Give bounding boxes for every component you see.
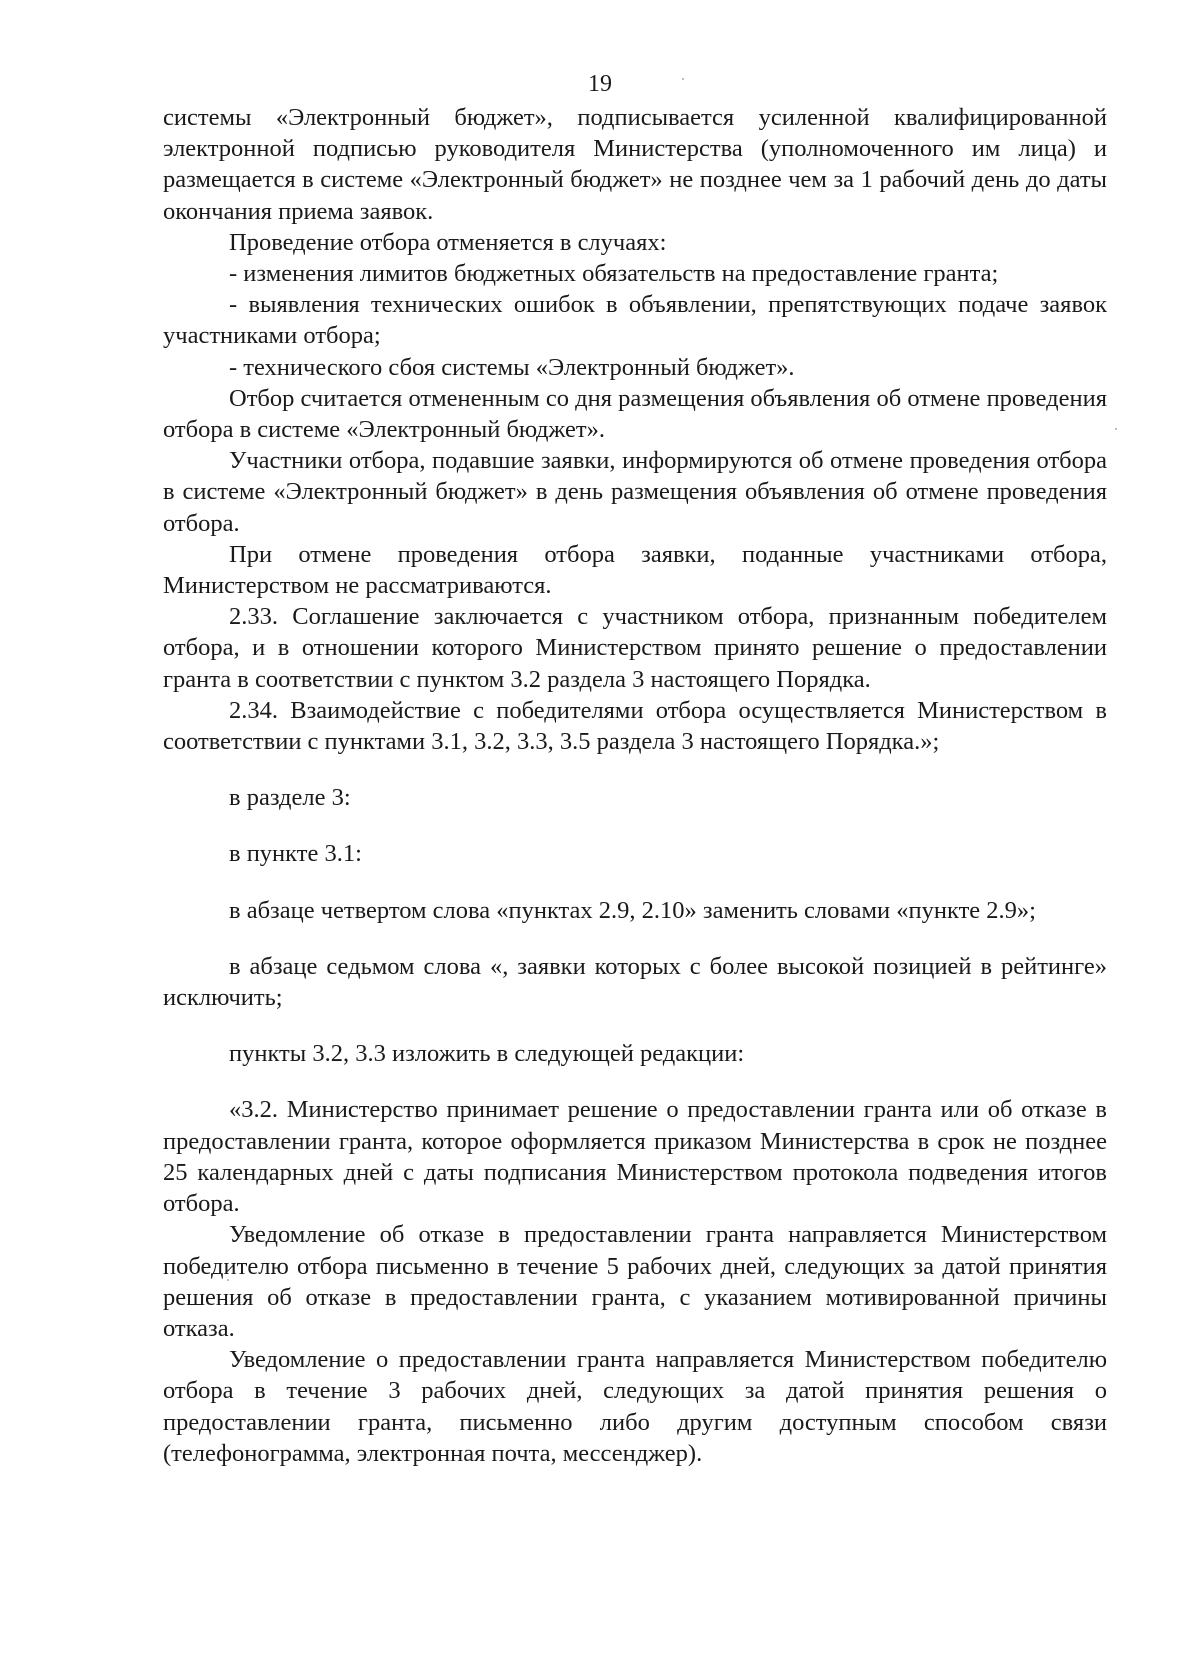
paragraph-fourth-abzac: в абзаце четвертом слова «пунктах 2.9, 2.10» заменить словами «пункте 2.9»; <box>229 896 1036 924</box>
scan-speck <box>1115 428 1117 430</box>
page-number: 19 <box>588 71 612 97</box>
paragraph-point-3-1: в пункте 3.1: <box>229 840 362 868</box>
paragraph-refusal-notice: Уведомление об отказе в предоставлении гранта направляется Министерством победителю отбора письменно в течение 5 рабочих дней, следующих за датой принятия решения об отказе в предоставлении гранта, с указанием мотивированной причины отказа. <box>163 1221 1107 1342</box>
paragraph-3-2: «3.2. Министерство принимает решение о предоставлении гранта или об отказе в предоставлении гранта, которое оформляется приказом Министерства в срок не позднее 25 календарных дней с даты подписания Министерством протокола подведения итогов отбора. <box>163 1096 1107 1218</box>
paragraph-cancellation-date: Отбор считается отмененным со дня размещения объявления об отмене проведения отбора в системе «Электронный бюджет». <box>163 384 1107 444</box>
document-body <box>163 102 1107 1469</box>
paragraph-cancellation-cases: Проведение отбора отменяется в случаях: <box>229 228 667 256</box>
paragraph-points-3-2-3-3: пункты 3.2, 3.3 изложить в следующей редакции: <box>229 1040 745 1068</box>
list-item-limits-change: - изменения лимитов бюджетных обязательств на предоставление гранта; <box>229 260 999 288</box>
paragraph-seventh-abzac: в абзаце седьмом слова «, заявки которых с более высокой позицией в рейтинге» исключить; <box>163 952 1107 1012</box>
paragraph-participants-informed: Участники отбора, подавшие заявки, информируются об отмене проведения отбора в системе «Электронный бюджет» в день размещения объявления об отмене проведения отбора. <box>163 447 1107 537</box>
paragraph-continuation: системы «Электронный бюджет», подписывается усиленной квалифицированной электронной подписью руководителя Министерства (уполномоченного им лица) и размещается в системе «Электронный бюджет» не позднее чем за 1 рабочий день до даты окончания приема заявок. <box>163 104 1107 225</box>
paragraph-2-34: 2.34. Взаимодействие с победителями отбора осуществляется Министерством в соответствии с пунктами 3.1, 3.2, 3.3, 3.5 раздела 3 настоящего Порядка.»; <box>163 696 1107 756</box>
scan-speck <box>227 1279 229 1281</box>
list-item-system-failure: - технического сбоя системы «Электронный бюджет». <box>229 353 795 381</box>
list-item-technical-errors: - выявления технических ошибок в объявлении, препятствующих подаче заявок участниками отбора; <box>163 291 1107 350</box>
paragraph-section-3: в разделе 3: <box>229 784 351 812</box>
paragraph-2-33: 2.33. Соглашение заключается с участником отбора, признанным победителем отбора, и в отношении которого Министерством принято решение о предоставлении гранта в соответствии с пунктом 3.2 раздела 3 настоящего Порядка. <box>163 603 1107 693</box>
paragraph-applications-not-considered: При отмене проведения отбора заявки, поданные участниками отбора, Министерством не рассматриваются. <box>163 540 1107 600</box>
paragraph-grant-notice: Уведомление о предоставлении гранта направляется Министерством победителю отбора в течение 3 рабочих дней, следующих за датой принятия решения о предоставлении гранта, письменно либо другим доступным способом связи (телефонограмма, электронная почта, мессенджер). <box>163 1346 1107 1467</box>
scan-speck <box>682 78 684 80</box>
